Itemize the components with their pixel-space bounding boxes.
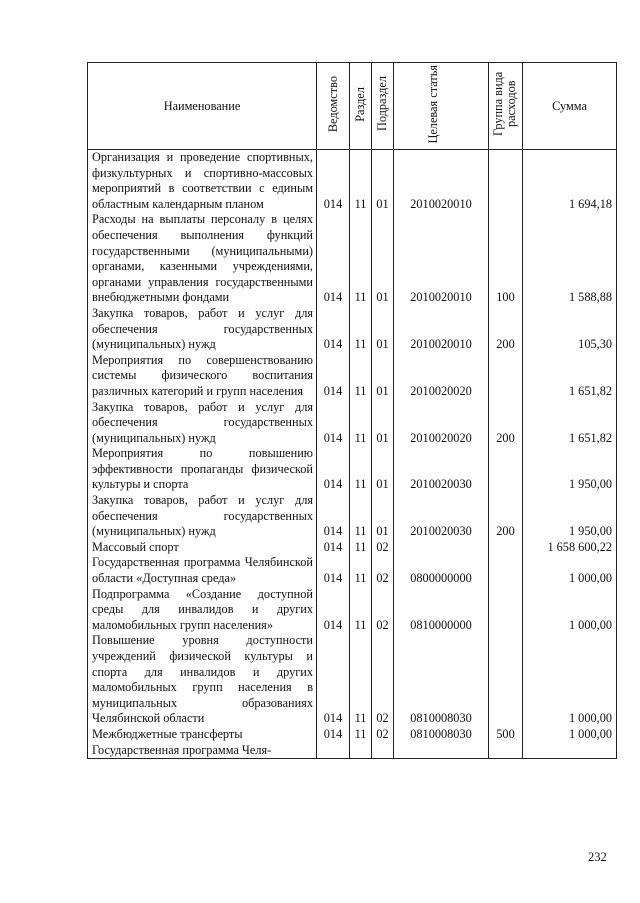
row-summa: 1 658 600,22	[523, 540, 617, 556]
header-podrazdel: Подраздел	[375, 76, 389, 132]
row-razdel: 11	[350, 633, 372, 727]
table-row	[88, 587, 617, 634]
header-podrazdel-cell	[372, 63, 394, 150]
table-row	[88, 446, 617, 493]
row-name: Организация и проведение спортивных, физкультурных и спортивно-массовых мероприятий в соответствии с единым областным календарным планом	[88, 150, 317, 213]
row-celevaya: 2010020030	[394, 446, 489, 493]
row-name: Повышение уровня доступности учреждений физической культуры и спорта для инвалидов и других маломобильных групп населения в муниципальных образованиях Челябинской области	[88, 633, 317, 727]
row-razdel: 11	[350, 400, 372, 447]
row-celevaya	[394, 743, 489, 759]
row-summa: 1 694,18	[523, 150, 617, 213]
row-gruppa: 200	[489, 306, 523, 353]
row-podrazdel: 02	[372, 587, 394, 634]
header-razdel: Раздел	[353, 86, 367, 122]
row-razdel: 11	[350, 150, 372, 213]
row-razdel: 11	[350, 353, 372, 400]
table-row	[88, 493, 617, 540]
header-celevaya-cell	[394, 63, 489, 150]
row-celevaya: 2010020010	[394, 212, 489, 306]
row-razdel: 11	[350, 212, 372, 306]
header-gruppa: Группа вида расходов	[490, 71, 518, 137]
row-summa: 1 950,00	[523, 446, 617, 493]
row-summa: 1 651,82	[523, 400, 617, 447]
table-row	[88, 540, 617, 556]
row-name: Мероприятия по повышению эффективности пропаганды физической культуры и спорта	[88, 446, 317, 493]
table-row	[88, 353, 617, 400]
row-ved: 014	[317, 540, 350, 556]
row-name: Закупка товаров, работ и услуг для обеспечения государственных (муниципальных) нужд	[88, 306, 317, 353]
row-summa: 1 000,00	[523, 633, 617, 727]
row-razdel	[350, 743, 372, 759]
row-ved: 014	[317, 633, 350, 727]
row-ved: 014	[317, 446, 350, 493]
row-podrazdel: 01	[372, 446, 394, 493]
row-summa: 1 000,00	[523, 727, 617, 743]
header-ved-cell	[317, 63, 350, 150]
row-podrazdel: 01	[372, 353, 394, 400]
table-row	[88, 727, 617, 743]
row-name: Мероприятия по совершенствованию системы физического воспитания различных категорий и групп населения	[88, 353, 317, 400]
row-gruppa	[489, 743, 523, 759]
row-summa: 1 000,00	[523, 587, 617, 634]
row-ved: 014	[317, 212, 350, 306]
row-gruppa	[489, 555, 523, 586]
row-razdel: 11	[350, 555, 372, 586]
row-razdel: 11	[350, 727, 372, 743]
page-number: 232	[588, 850, 607, 864]
row-summa: 1 950,00	[523, 493, 617, 540]
row-podrazdel: 01	[372, 150, 394, 213]
row-name: Межбюджетные трансферты	[88, 727, 317, 743]
row-name: Государственная программа Челя-	[88, 743, 317, 759]
row-podrazdel: 01	[372, 306, 394, 353]
row-name: Закупка товаров, работ и услуг для обеспечения государственных (муниципальных) нужд	[88, 493, 317, 540]
row-podrazdel: 02	[372, 633, 394, 727]
header-name: Наименование	[88, 63, 317, 150]
row-podrazdel: 01	[372, 493, 394, 540]
table-header	[88, 63, 617, 150]
row-summa: 1 651,82	[523, 353, 617, 400]
table-body	[88, 150, 617, 759]
row-gruppa: 200	[489, 493, 523, 540]
row-gruppa	[489, 587, 523, 634]
row-ved	[317, 743, 350, 759]
table-row	[88, 555, 617, 586]
row-podrazdel: 02	[372, 727, 394, 743]
row-celevaya: 2010020020	[394, 400, 489, 447]
row-gruppa	[489, 150, 523, 213]
row-celevaya: 2010020010	[394, 306, 489, 353]
header-summa: Сумма	[523, 63, 617, 150]
table-row	[88, 633, 617, 727]
row-name: Государственная программа Челябинской области «Доступная среда»	[88, 555, 317, 586]
row-ved: 014	[317, 727, 350, 743]
header-celevaya: Целевая статья	[426, 64, 440, 144]
row-gruppa: 200	[489, 400, 523, 447]
row-ved: 014	[317, 150, 350, 213]
row-celevaya: 0800000000	[394, 555, 489, 586]
row-summa: 1 000,00	[523, 555, 617, 586]
table-row	[88, 306, 617, 353]
row-gruppa	[489, 540, 523, 556]
row-ved: 014	[317, 400, 350, 447]
row-podrazdel: 01	[372, 400, 394, 447]
header-razdel-cell	[350, 63, 372, 150]
row-celevaya: 0810008030	[394, 633, 489, 727]
row-gruppa	[489, 353, 523, 400]
row-razdel: 11	[350, 540, 372, 556]
row-podrazdel: 01	[372, 212, 394, 306]
row-celevaya: 0810008030	[394, 727, 489, 743]
row-razdel: 11	[350, 306, 372, 353]
row-summa	[523, 743, 617, 759]
table-row	[88, 150, 617, 213]
row-summa: 1 588,88	[523, 212, 617, 306]
row-gruppa: 500	[489, 727, 523, 743]
row-ved: 014	[317, 493, 350, 540]
row-podrazdel	[372, 743, 394, 759]
row-gruppa: 100	[489, 212, 523, 306]
row-name: Расходы на выплаты персоналу в целях обеспечения выполнения функций государственными (муниципальными) органами, казенными учреждениями, органами управления государственными внебюджетными фондами	[88, 212, 317, 306]
table-row	[88, 743, 617, 759]
row-name: Закупка товаров, работ и услуг для обеспечения государственных (муниципальных) нужд	[88, 400, 317, 447]
row-podrazdel: 02	[372, 555, 394, 586]
row-name: Подпрограмма «Создание доступной среды для инвалидов и других маломобильных групп населения»	[88, 587, 317, 634]
row-ved: 014	[317, 306, 350, 353]
row-celevaya	[394, 540, 489, 556]
row-ved: 014	[317, 587, 350, 634]
header-ved: Ведомство	[325, 75, 340, 133]
row-razdel: 11	[350, 587, 372, 634]
row-razdel: 11	[350, 446, 372, 493]
header-gruppa-cell	[489, 63, 523, 150]
row-podrazdel: 02	[372, 540, 394, 556]
row-ved: 014	[317, 353, 350, 400]
budget-table	[87, 62, 617, 759]
row-celevaya: 0810000000	[394, 587, 489, 634]
row-celevaya: 2010020010	[394, 150, 489, 213]
row-razdel: 11	[350, 493, 372, 540]
row-name: Массовый спорт	[88, 540, 317, 556]
row-ved: 014	[317, 555, 350, 586]
table-row	[88, 400, 617, 447]
table-row	[88, 212, 617, 306]
row-celevaya: 2010020020	[394, 353, 489, 400]
row-gruppa	[489, 446, 523, 493]
row-summa: 105,30	[523, 306, 617, 353]
row-gruppa	[489, 633, 523, 727]
row-celevaya: 2010020030	[394, 493, 489, 540]
